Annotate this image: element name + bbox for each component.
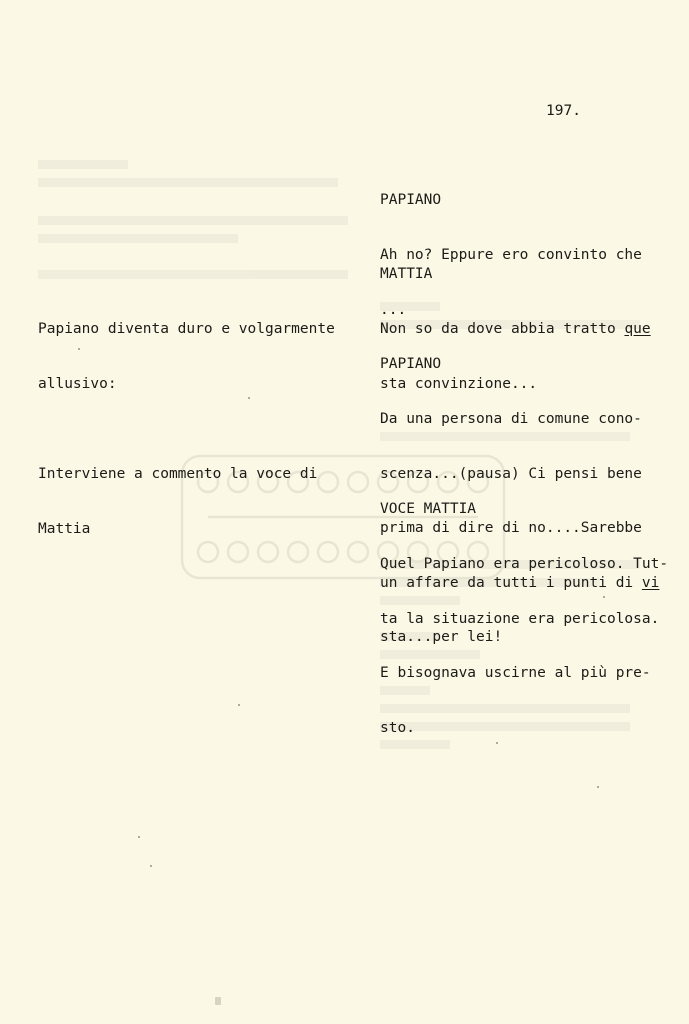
speaker-name: VOCE MATTIA (380, 501, 477, 518)
paper-speck (597, 786, 599, 788)
dialogue-block (380, 464, 668, 773)
page-number: 197. (546, 103, 581, 119)
stage-direction (38, 284, 335, 430)
speaker-name: MATTIA (380, 266, 433, 283)
dialogue-line: ta la situazione era pericolosa. (380, 610, 660, 627)
paper-speck (150, 865, 152, 867)
paper-speck (238, 704, 240, 706)
dialogue-line: un affare da tutti i punti di vi (380, 574, 660, 591)
underlined-fragment: vi (641, 574, 660, 591)
paper-speck (603, 596, 605, 598)
speaker-name: PAPIANO (380, 192, 442, 209)
paper-speck (215, 997, 221, 1005)
dialogue-line: scenza...(pausa) Ci pensi bene (380, 465, 642, 482)
stage-direction (38, 429, 317, 575)
dialogue-line: sta...per lei! (380, 629, 503, 646)
speaker-name: PAPIANO (380, 356, 442, 373)
dialogue-line: E bisognava uscirne al più pre- (380, 665, 651, 682)
dialogue-line: Ah no? Eppure ero convinto che (380, 247, 642, 264)
dialogue-line: sta convinzione... (380, 375, 538, 392)
underlined-fragment: que (624, 321, 651, 338)
paper-speck (248, 397, 250, 399)
dialogue-line: Non so da dove abbia tratto que (380, 321, 651, 338)
dialogue-line: ... (380, 301, 407, 318)
paper-speck (496, 742, 498, 744)
stage-direction-line: Papiano diventa duro e volgarmente (38, 321, 335, 338)
dialogue-line: sto. (380, 719, 415, 736)
dialogue-line: prima di dire di no....Sarebbe (380, 520, 642, 537)
dialogue-line: Da una persona di comune cono- (380, 411, 642, 428)
stage-direction-line: Interviene a commento la voce di (38, 466, 318, 483)
stage-direction-line: allusivo: (38, 376, 117, 393)
stage-direction-line: Mattia (38, 521, 91, 538)
dialogue-line: Quel Papiano era pericoloso. Tut- (380, 556, 669, 573)
paper-speck (78, 348, 80, 350)
paper-speck (138, 836, 140, 838)
